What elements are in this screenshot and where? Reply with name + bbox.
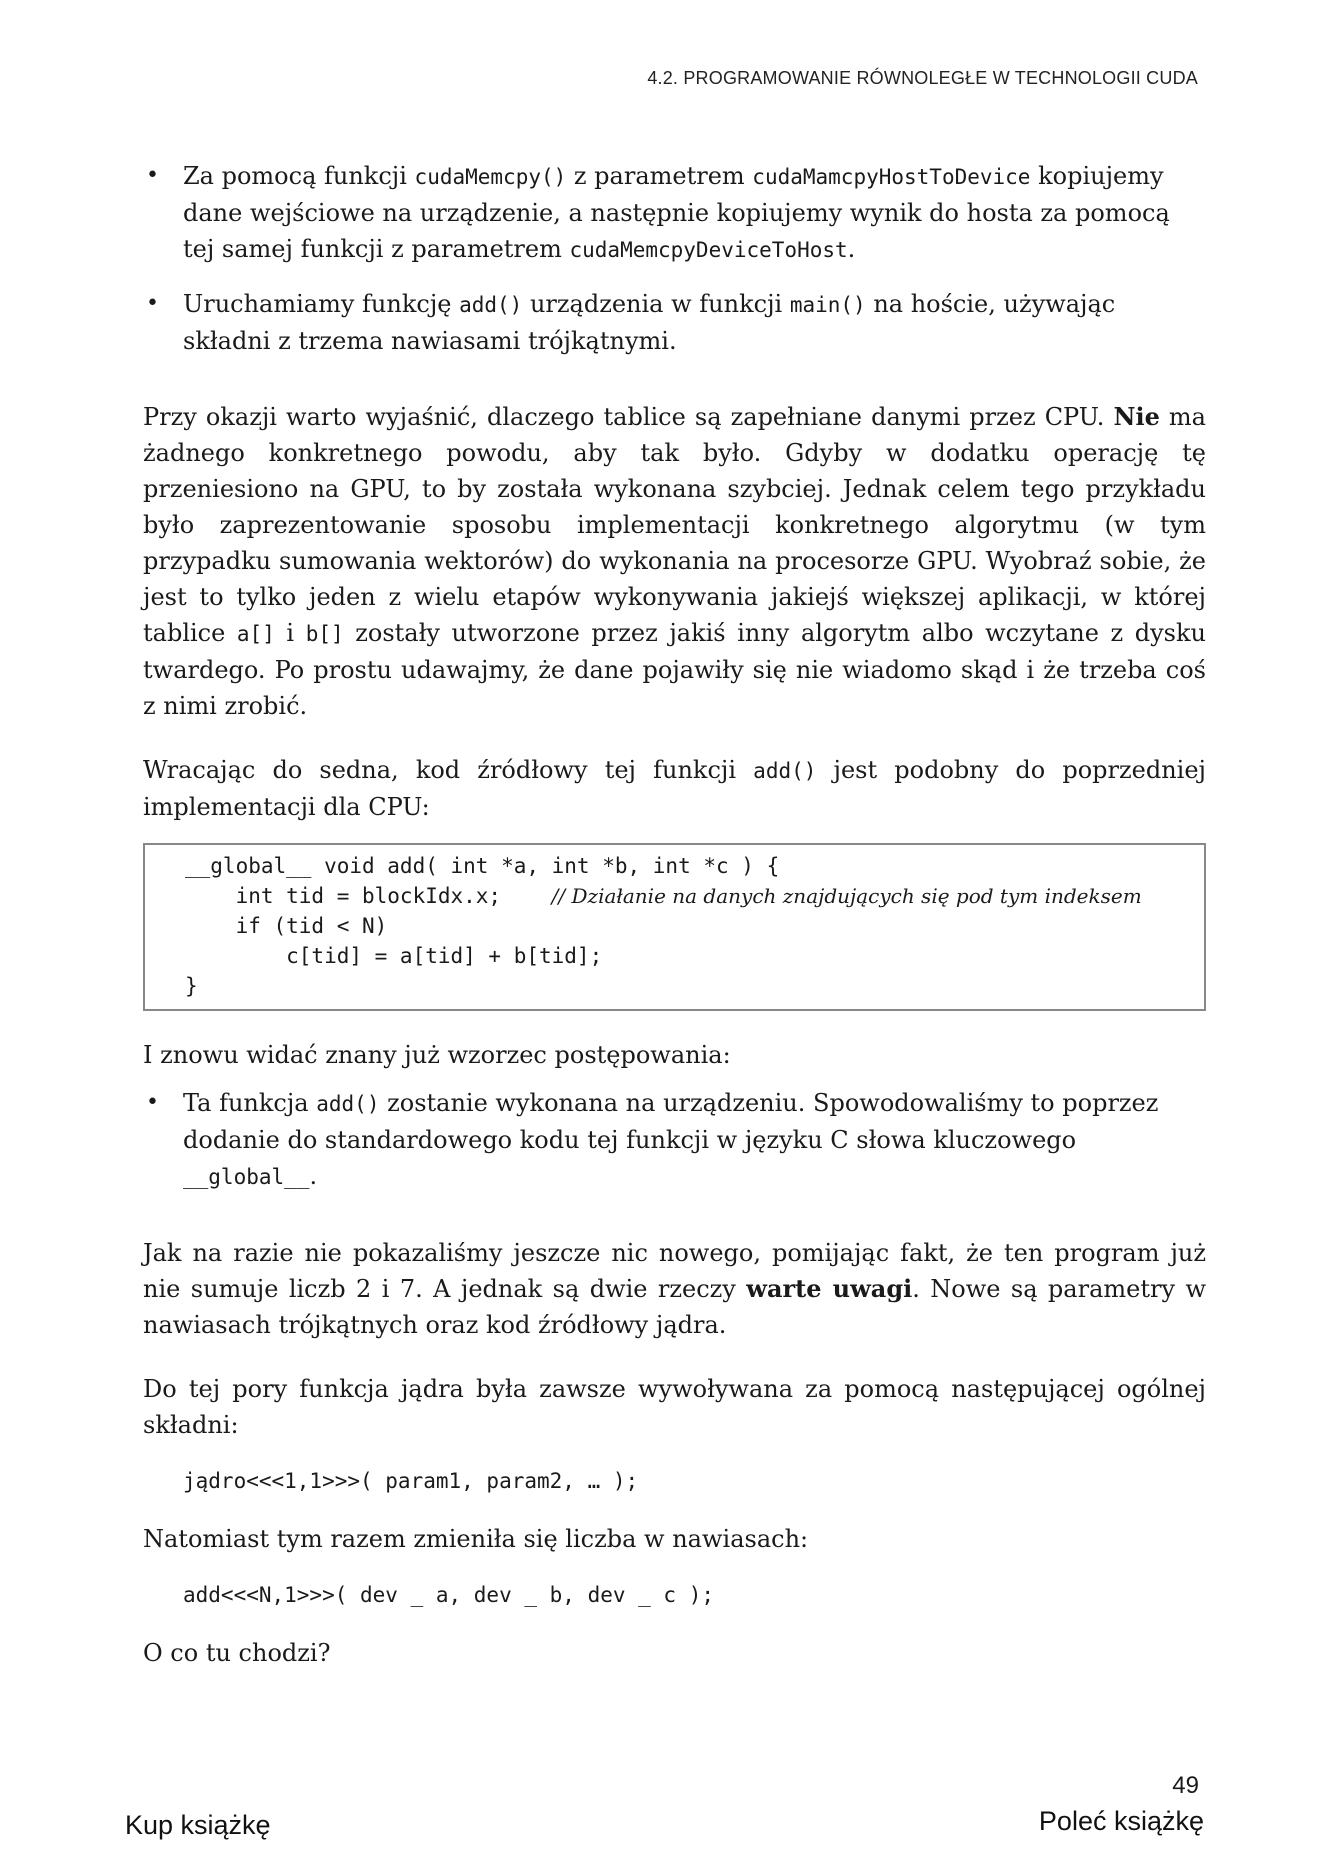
- inline-code: cudaMemcpy(): [414, 165, 567, 189]
- inline-code: cudaMemcpyDeviceToHost: [569, 238, 848, 262]
- paragraph: Jak na razie nie pokazaliśmy jeszcze nic nowego, pomijając fakt, że ten program już nie sumuje liczb 2 i 7. A jednak są dwie rzeczy warte uwagi. Nowe są parametry w nawiasach trójkątnych oraz kod źródłowy jądra.: [143, 1239, 1206, 1339]
- inline-code: add(): [753, 759, 817, 783]
- recommend-book-link[interactable]: Poleć książkę: [1038, 1806, 1204, 1836]
- paragraph: Do tej pory funkcja jądra była zawsze wywoływana za pomocą następującej ogólnej składni:: [143, 1375, 1206, 1439]
- code-comment: // Działanie na danych znajdujących się pod tym indeksem: [551, 884, 1142, 908]
- bullet-list-1: [143, 158, 1206, 359]
- buy-book-link[interactable]: Kup książkę: [125, 1810, 271, 1840]
- inline-code: a[]: [236, 622, 275, 646]
- list-item: • Za pomocą funkcji cudaMemcpy() z parametrem cudaMamcpyHostToDevice kopiujemy dane wejściowe na urządzenie, a następnie kopiujemy wynik do hosta za pomocą tej samej funkcji z parametrem cudaMemcpyDeviceToHost.: [143, 158, 1206, 268]
- inline-code: main(): [789, 293, 866, 317]
- code-block: [143, 843, 1206, 1011]
- inline-code: __global__: [183, 1165, 310, 1189]
- inline-code: add(): [459, 293, 523, 317]
- code-line: int tid = blockIdx.x; // Działanie na danych znajdujących się pod tym indeksem: [185, 884, 1142, 908]
- paragraph: O co tu chodzi?: [143, 1639, 331, 1667]
- code-line: c[tid] = a[tid] + b[tid];: [185, 944, 603, 968]
- paragraph: I znowu widać znany już wzorzec postępowania:: [143, 1041, 731, 1069]
- page-content: [143, 158, 1206, 1671]
- code-snippet: add<<<N,1>>>( dev _ a, dev _ b, dev _ c );: [183, 1583, 715, 1607]
- paragraph: Wracając do sedna, kod źródłowy tej funkcji add() jest podobny do poprzedniej implementacji dla CPU:: [143, 756, 1206, 821]
- code-line: }: [185, 974, 198, 998]
- running-head: 4.2. PROGRAMOWANIE RÓWNOLEGŁE W TECHNOLOGII CUDA: [647, 68, 1198, 88]
- inline-code: cudaMamcpyHostToDevice: [752, 165, 1031, 189]
- page-number: 49: [1172, 1772, 1199, 1799]
- inline-code: b[]: [305, 622, 344, 646]
- code-line: if (tid < N): [185, 914, 388, 938]
- code-snippet: jądro<<<1,1>>>( param1, param2, … );: [183, 1469, 639, 1493]
- paragraph: Przy okazji warto wyjaśnić, dlaczego tablice są zapełniane danymi przez CPU. Nie ma żadnego konkretnego powodu, aby tak było. Gdyby w dodatku operację tę przeniesiono na GPU, to by została wykonana szybciej. Jednak celem tego przykładu było zaprezentowanie sposobu implementacji konkretnego algorytmu (w tym przypadku sumowania wektorów) do wykonania na procesorze GPU. Wyobraź sobie, że jest to tylko jeden z wielu etapów wykonywania jakiejś większej aplikacji, w której tablice a[] i b[] zostały utworzone przez jakiś inny algorytm albo wczytane z dysku twardego. Po prostu udawajmy, że dane pojawiły się nie wiadomo skąd i że trzeba coś z nimi zrobić.: [143, 402, 1206, 720]
- bullet-list-2: [143, 1085, 1206, 1195]
- code-line: __global__ void add( int *a, int *b, int *c ) {: [185, 854, 780, 878]
- list-item: • Ta funkcja add() zostanie wykonana na urządzeniu. Spowodowaliśmy to poprzez dodanie do standardowego kodu tej funkcji w języku C słowa kluczowego __global__.: [143, 1085, 1206, 1195]
- inline-code: add(): [316, 1092, 380, 1116]
- list-item: • Uruchamiamy funkcję add() urządzenia w funkcji main() na hoście, używając składni z trzema nawiasami trójkątnymi.: [143, 286, 1206, 359]
- paragraph: Natomiast tym razem zmieniła się liczba w nawiasach:: [143, 1525, 809, 1553]
